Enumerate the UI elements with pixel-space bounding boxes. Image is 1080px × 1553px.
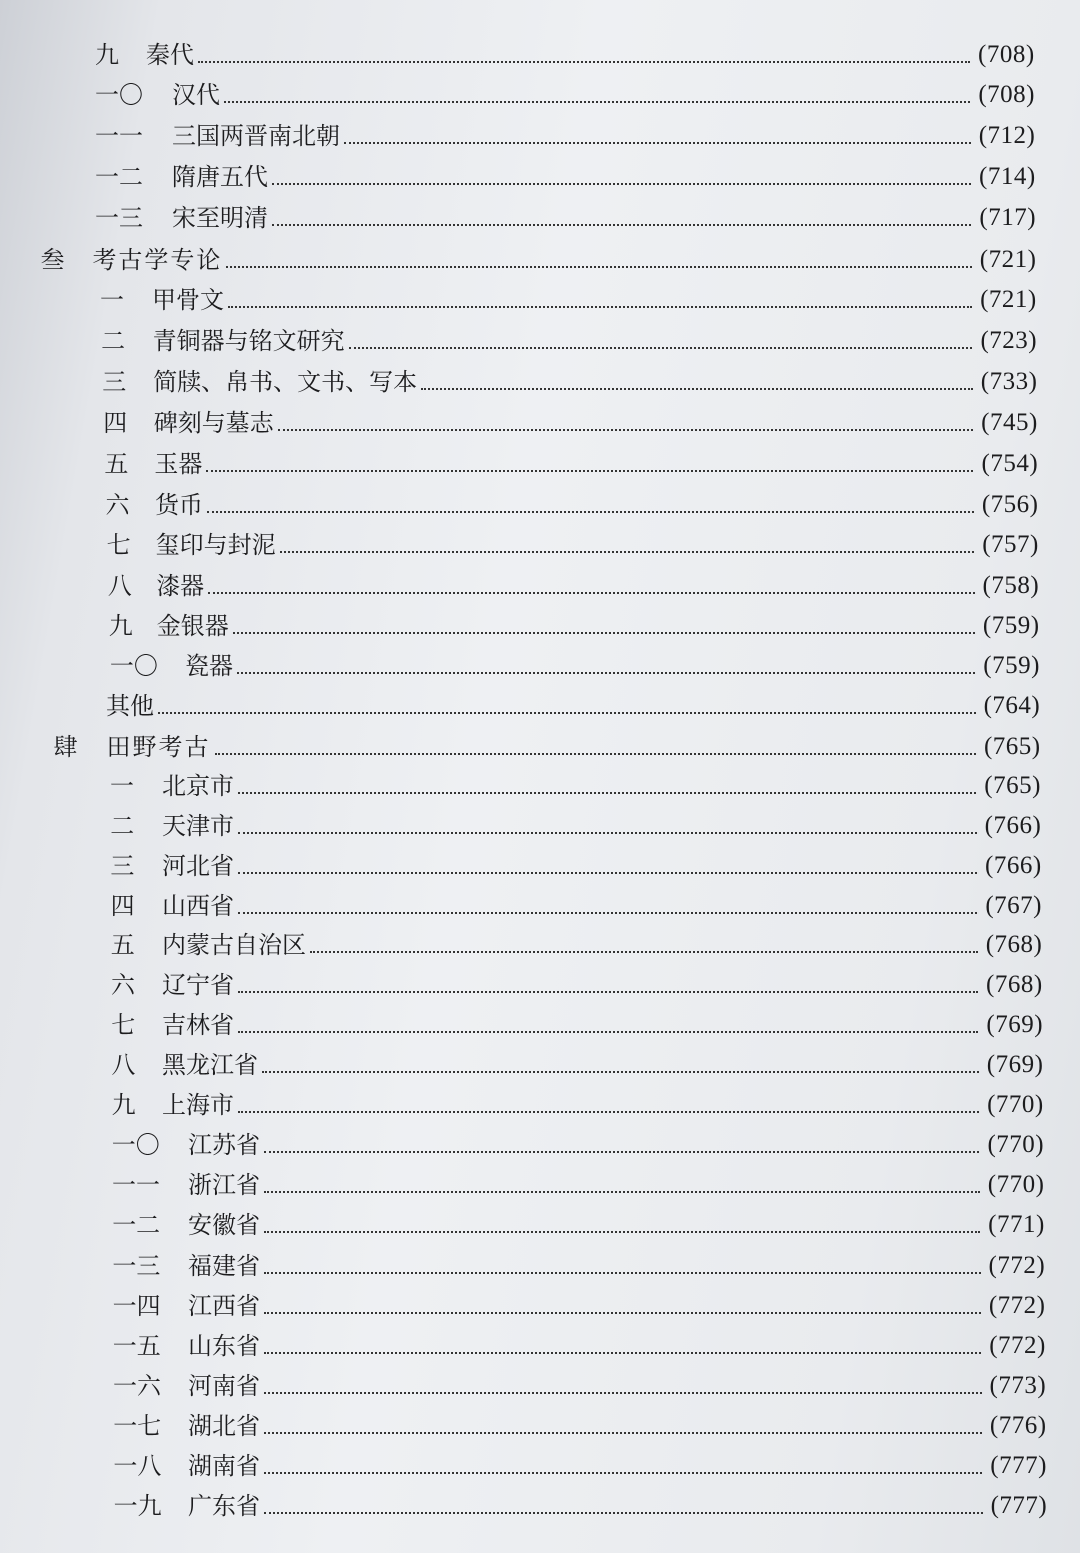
toc-entry bbox=[0, 1291, 1080, 1321]
page-number: (764) bbox=[983, 692, 1041, 719]
dot-leader bbox=[198, 61, 970, 63]
entry-title: 福建省 bbox=[188, 1252, 260, 1280]
dot-leader bbox=[278, 429, 973, 431]
dot-leader bbox=[264, 1472, 982, 1474]
entry-title: 其他 bbox=[106, 692, 154, 720]
entry-title: 碑刻与墓志 bbox=[153, 409, 274, 437]
toc-entry bbox=[0, 1411, 1080, 1441]
entry-title: 黑龙江省 bbox=[162, 1051, 258, 1079]
dot-leader bbox=[264, 1231, 980, 1233]
page-number: (768) bbox=[986, 971, 1043, 998]
entry-number: 二 bbox=[110, 812, 135, 840]
toc-entry bbox=[0, 408, 1080, 438]
entry-title: 安徽省 bbox=[188, 1211, 260, 1239]
page-number: (776) bbox=[989, 1412, 1047, 1439]
entry-number: 一三 bbox=[95, 204, 143, 232]
entry-number: 一二 bbox=[95, 163, 143, 191]
dot-leader bbox=[206, 470, 973, 472]
entry-title: 北京市 bbox=[162, 772, 234, 800]
dot-leader bbox=[264, 1151, 979, 1153]
toc-entry bbox=[0, 326, 1080, 356]
page-number: (771) bbox=[988, 1211, 1045, 1238]
dot-leader bbox=[238, 872, 977, 874]
entry-number: 三 bbox=[102, 368, 127, 396]
toc-entry bbox=[0, 651, 1080, 681]
dot-leader bbox=[238, 912, 977, 914]
entry-number: 一九 bbox=[113, 1492, 162, 1520]
page-number: (756) bbox=[981, 491, 1039, 518]
entry-number: 一 bbox=[110, 772, 134, 800]
toc-entry bbox=[0, 571, 1080, 601]
dot-leader bbox=[272, 224, 971, 226]
toc-entry bbox=[0, 530, 1080, 560]
page-number: (770) bbox=[987, 1091, 1044, 1118]
toc-entry bbox=[0, 1491, 1080, 1521]
entry-number: 一一 bbox=[95, 122, 143, 150]
toc-entry bbox=[0, 203, 1080, 233]
page-number: (708) bbox=[978, 81, 1035, 108]
dot-leader bbox=[238, 832, 977, 834]
dot-leader bbox=[224, 101, 970, 103]
page-number: (723) bbox=[980, 327, 1038, 354]
entry-number: 一六 bbox=[113, 1372, 161, 1400]
entry-title: 金银器 bbox=[156, 612, 229, 640]
page-number: (772) bbox=[989, 1332, 1046, 1359]
entry-title: 河北省 bbox=[162, 852, 234, 880]
entry-number: 一〇 bbox=[111, 1131, 160, 1159]
toc-entry bbox=[0, 1050, 1080, 1080]
toc-entry bbox=[0, 162, 1080, 192]
toc-entry bbox=[0, 811, 1080, 841]
entry-title: 三国两晋南北朝 bbox=[172, 122, 340, 150]
dot-leader bbox=[215, 753, 976, 755]
page-number: (712) bbox=[978, 122, 1036, 149]
entry-title: 玺印与封泥 bbox=[155, 531, 276, 559]
page-number: (770) bbox=[987, 1131, 1045, 1158]
entry-number: 一〇 bbox=[95, 81, 143, 109]
page-number: (769) bbox=[986, 1011, 1044, 1038]
page-number: (754) bbox=[981, 450, 1039, 477]
entry-number: 一八 bbox=[113, 1452, 162, 1480]
toc-entry bbox=[0, 449, 1080, 479]
dot-leader bbox=[158, 712, 976, 714]
entry-title: 山西省 bbox=[162, 892, 234, 920]
toc-entry bbox=[0, 40, 1080, 70]
dot-leader bbox=[264, 1352, 981, 1354]
toc-entry bbox=[0, 1090, 1080, 1120]
page-number: (708) bbox=[978, 41, 1035, 68]
page-number: (777) bbox=[990, 1492, 1048, 1519]
page-number: (772) bbox=[988, 1292, 1046, 1319]
page-number: (733) bbox=[980, 368, 1038, 395]
entry-title: 货币 bbox=[155, 491, 203, 519]
page-number: (767) bbox=[985, 892, 1042, 919]
dot-leader bbox=[208, 592, 974, 594]
toc-entry bbox=[0, 611, 1080, 641]
entry-title: 江苏省 bbox=[188, 1131, 260, 1159]
dot-leader bbox=[310, 951, 978, 953]
dot-leader bbox=[238, 1031, 978, 1033]
toc-entry bbox=[0, 691, 1080, 721]
dot-leader bbox=[264, 1432, 982, 1434]
entry-title: 甲骨文 bbox=[152, 286, 224, 314]
dot-leader bbox=[207, 511, 974, 513]
dot-leader bbox=[238, 991, 978, 993]
toc-entry bbox=[0, 121, 1080, 151]
page-number: (770) bbox=[987, 1171, 1045, 1198]
toc-entry bbox=[0, 851, 1080, 881]
dot-leader bbox=[264, 1512, 983, 1514]
entry-number: 肆 bbox=[53, 733, 78, 761]
entry-number: 一〇 bbox=[109, 652, 158, 680]
entry-number: 一七 bbox=[113, 1412, 162, 1440]
entry-title: 河南省 bbox=[188, 1372, 260, 1400]
toc-entry bbox=[0, 1170, 1080, 1200]
entry-title: 瓷器 bbox=[185, 652, 233, 680]
dot-leader bbox=[264, 1312, 981, 1314]
entry-number: 五 bbox=[104, 450, 129, 478]
entry-title: 山东省 bbox=[188, 1332, 260, 1360]
toc-entry bbox=[0, 1210, 1080, 1240]
entry-number: 八 bbox=[111, 1051, 136, 1079]
page-number: (765) bbox=[983, 733, 1041, 760]
entry-number: 一二 bbox=[112, 1211, 161, 1239]
page-number: (758) bbox=[982, 572, 1040, 599]
toc-entry bbox=[0, 771, 1080, 801]
entry-number: 一三 bbox=[112, 1252, 161, 1280]
toc-entry bbox=[0, 891, 1080, 921]
page-number: (717) bbox=[979, 204, 1037, 231]
page-number: (714) bbox=[979, 163, 1036, 190]
page-number: (721) bbox=[980, 286, 1037, 313]
dot-leader bbox=[233, 632, 975, 634]
entry-number: 六 bbox=[105, 491, 130, 519]
entry-title: 辽宁省 bbox=[162, 971, 234, 999]
toc-section-entry bbox=[0, 245, 1080, 275]
dot-leader bbox=[238, 792, 976, 794]
page-number: (773) bbox=[989, 1372, 1047, 1399]
entry-title: 内蒙古自治区 bbox=[162, 931, 306, 959]
page-number: (721) bbox=[979, 246, 1037, 273]
toc-entry bbox=[0, 970, 1080, 1000]
entry-number: 三 bbox=[110, 852, 135, 880]
entry-title: 宋至明清 bbox=[172, 204, 268, 232]
page-number: (745) bbox=[981, 409, 1038, 436]
toc-entry bbox=[0, 490, 1080, 520]
entry-title: 玉器 bbox=[154, 450, 203, 478]
entry-number: 四 bbox=[110, 892, 135, 920]
entry-number: 二 bbox=[101, 327, 126, 355]
entry-title: 漆器 bbox=[156, 572, 205, 600]
entry-number: 九 bbox=[111, 1091, 136, 1119]
page-number: (766) bbox=[985, 852, 1042, 879]
entry-number: 一四 bbox=[112, 1292, 161, 1320]
entry-number: 四 bbox=[103, 409, 128, 437]
toc-entry bbox=[0, 1331, 1080, 1361]
entry-number: 七 bbox=[106, 531, 131, 559]
entry-number: 一五 bbox=[112, 1332, 161, 1360]
dot-leader bbox=[228, 306, 972, 308]
entry-title: 简牍、帛书、文书、写本 bbox=[153, 368, 418, 396]
toc-section-entry bbox=[0, 732, 1080, 762]
page-number: (757) bbox=[982, 531, 1039, 558]
entry-number: 一一 bbox=[112, 1171, 160, 1199]
dot-leader bbox=[421, 388, 973, 390]
toc-entry bbox=[0, 80, 1080, 110]
entry-title: 上海市 bbox=[162, 1091, 234, 1119]
page-number: (768) bbox=[985, 931, 1043, 958]
dot-leader bbox=[238, 1111, 979, 1113]
toc-entry bbox=[0, 1371, 1080, 1401]
entry-title: 考古学专论 bbox=[92, 246, 223, 274]
dot-leader bbox=[237, 672, 975, 674]
dot-leader bbox=[262, 1071, 979, 1073]
dot-leader bbox=[264, 1392, 982, 1394]
dot-leader bbox=[226, 266, 971, 268]
page-number: (759) bbox=[982, 612, 1040, 639]
entry-title: 浙江省 bbox=[188, 1171, 260, 1199]
dot-leader bbox=[272, 183, 971, 185]
entry-number: 九 bbox=[95, 41, 119, 69]
entry-title: 田野考古 bbox=[106, 733, 211, 761]
dot-leader bbox=[344, 142, 971, 144]
toc-entry bbox=[0, 285, 1080, 315]
entry-title: 湖北省 bbox=[188, 1412, 260, 1440]
entry-number: 一 bbox=[100, 286, 124, 314]
entry-number: 五 bbox=[110, 931, 135, 959]
dot-leader bbox=[349, 347, 973, 349]
dot-leader bbox=[264, 1191, 980, 1193]
page-number: (777) bbox=[990, 1452, 1047, 1479]
entry-title: 青铜器与铭文研究 bbox=[152, 327, 345, 355]
entry-title: 天津市 bbox=[162, 812, 234, 840]
entry-title: 湖南省 bbox=[188, 1452, 260, 1480]
entry-title: 汉代 bbox=[172, 81, 220, 109]
toc-entry bbox=[0, 1251, 1080, 1281]
entry-number: 九 bbox=[108, 612, 133, 640]
entry-title: 秦代 bbox=[146, 41, 194, 69]
page-number: (769) bbox=[986, 1051, 1044, 1078]
page-number: (765) bbox=[984, 772, 1041, 799]
entry-number: 叁 bbox=[40, 246, 65, 274]
dot-leader bbox=[264, 1272, 981, 1274]
entry-number: 八 bbox=[107, 572, 132, 600]
toc-entry bbox=[0, 1010, 1080, 1040]
dot-leader bbox=[280, 551, 975, 553]
page-number: (759) bbox=[983, 652, 1040, 679]
entry-title: 吉林省 bbox=[162, 1011, 234, 1039]
entry-number: 七 bbox=[111, 1011, 136, 1039]
toc-entry bbox=[0, 367, 1080, 397]
toc-entry bbox=[0, 1451, 1080, 1481]
toc-entry bbox=[0, 930, 1080, 960]
entry-title: 隋唐五代 bbox=[172, 163, 268, 191]
page-number: (772) bbox=[988, 1252, 1046, 1279]
toc-entry bbox=[0, 1130, 1080, 1160]
page-number: (766) bbox=[984, 812, 1042, 839]
entry-title: 广东省 bbox=[188, 1492, 260, 1520]
entry-number: 六 bbox=[111, 971, 135, 999]
entry-title: 江西省 bbox=[188, 1292, 260, 1320]
